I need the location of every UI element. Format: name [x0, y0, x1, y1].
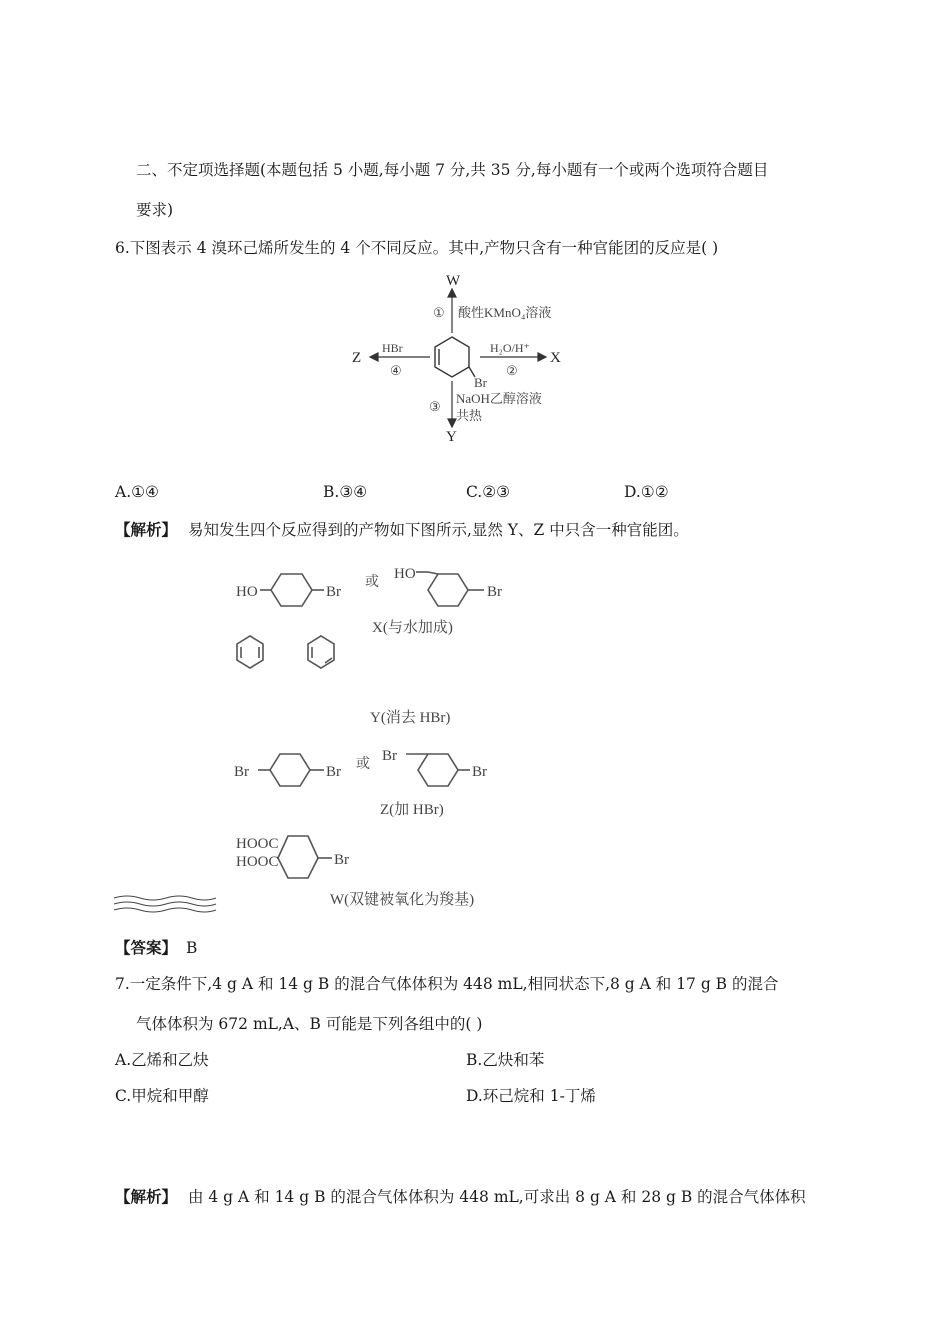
q6-stem: 6.下图表示 4 溴环己烯所发生的 4 个不同反应。其中,产物只含有一种官能团的反应是( ): [115, 239, 719, 257]
z2-right: Br: [472, 764, 487, 780]
product-Y: Y: [446, 429, 457, 445]
q7-option-A: A.乙烯和乙炔: [115, 1051, 209, 1069]
product-Z: Z: [352, 350, 362, 366]
reaction4-reagent: HBr: [382, 341, 403, 355]
arrow-to-Y: [448, 381, 456, 427]
q7-analysis: [115, 1187, 806, 1207]
z-caption: Z(加 HBr): [380, 802, 444, 818]
w-right: Br: [334, 852, 349, 868]
ring-bromine: Br: [474, 375, 487, 390]
arrow-to-W: [448, 289, 456, 333]
analysis-tag: 【解析】: [115, 1187, 178, 1206]
reaction4-number: ④: [390, 363, 402, 378]
w-bottom: HOOC: [236, 854, 279, 870]
answer-value: B: [185, 939, 198, 957]
product-X: X: [550, 350, 561, 366]
analysis-text: 易知发生四个反应得到的产物如下图所示,显然 Y、Z 中只含一种官能团。: [187, 521, 689, 539]
q6-option-D: D.①②: [624, 483, 669, 501]
reaction1-number: ①: [433, 305, 445, 320]
product-W: W: [446, 273, 461, 289]
y-caption: Y(消去 HBr): [370, 710, 451, 726]
q6-option-A: A.①④: [115, 483, 159, 501]
reaction2-number: ②: [506, 363, 518, 378]
reaction1-reagent: 酸性KMnO₄溶液: [458, 305, 552, 320]
reaction-scheme: [340, 265, 600, 445]
products-figure: [110, 548, 550, 918]
q7-option-D: D.环己烷和 1-丁烯: [466, 1087, 596, 1105]
wavy-mark: [112, 893, 218, 913]
w-caption: W(双键被氧化为羧基): [330, 892, 475, 908]
or-1: 或: [365, 575, 379, 590]
q7-option-C: C.甲烷和甲醇: [115, 1087, 209, 1105]
x2-left: HO: [394, 566, 416, 582]
x1-right: Br: [326, 584, 341, 600]
z1-right: Br: [326, 764, 341, 780]
section-heading-line1: 二、不定项选择题(本题包括 5 小题,每小题 7 分,共 35 分,每小题有一个或两个选项符合题目: [136, 161, 769, 179]
x1-left: HO: [236, 584, 258, 600]
x2-right: Br: [487, 584, 502, 600]
answer-tag: 【答案】: [115, 938, 178, 957]
q6-analysis: [115, 520, 689, 540]
q7-option-B: B.乙炔和苯: [466, 1051, 545, 1069]
cyclohexene-ring: [435, 337, 475, 377]
w-top: HOOC: [236, 836, 279, 852]
analysis-tag: 【解析】: [115, 520, 178, 539]
z1-left: Br: [234, 764, 249, 780]
reaction3-number: ③: [429, 399, 441, 414]
reaction3-reagent: NaOH乙醇溶液: [456, 391, 542, 406]
or-2: 或: [356, 757, 370, 772]
reaction3-condition: 共热: [456, 408, 483, 423]
q7-stem-line2: 气体体积为 672 mL,A、B 可能是下列各组中的( ): [136, 1015, 483, 1033]
q6-option-B: B.③④: [323, 483, 368, 501]
z2-top: Br: [382, 748, 397, 764]
analysis-text: 由 4 g A 和 14 g B 的混合气体体积为 448 mL,可求出 8 g A 和 28 g B 的混合气体体积: [187, 1188, 806, 1206]
x-caption: X(与水加成): [372, 620, 453, 636]
reaction2-reagent: H₂O/H⁺: [490, 341, 530, 355]
q6-answer: [115, 938, 197, 958]
q7-stem-line1: 7.一定条件下,4 g A 和 14 g B 的混合气体体积为 448 mL,相同状态下,8 g A 和 17 g B 的混合: [115, 975, 779, 993]
q6-option-C: C.②③: [466, 483, 511, 501]
section-heading-line2: 要求): [136, 201, 174, 219]
